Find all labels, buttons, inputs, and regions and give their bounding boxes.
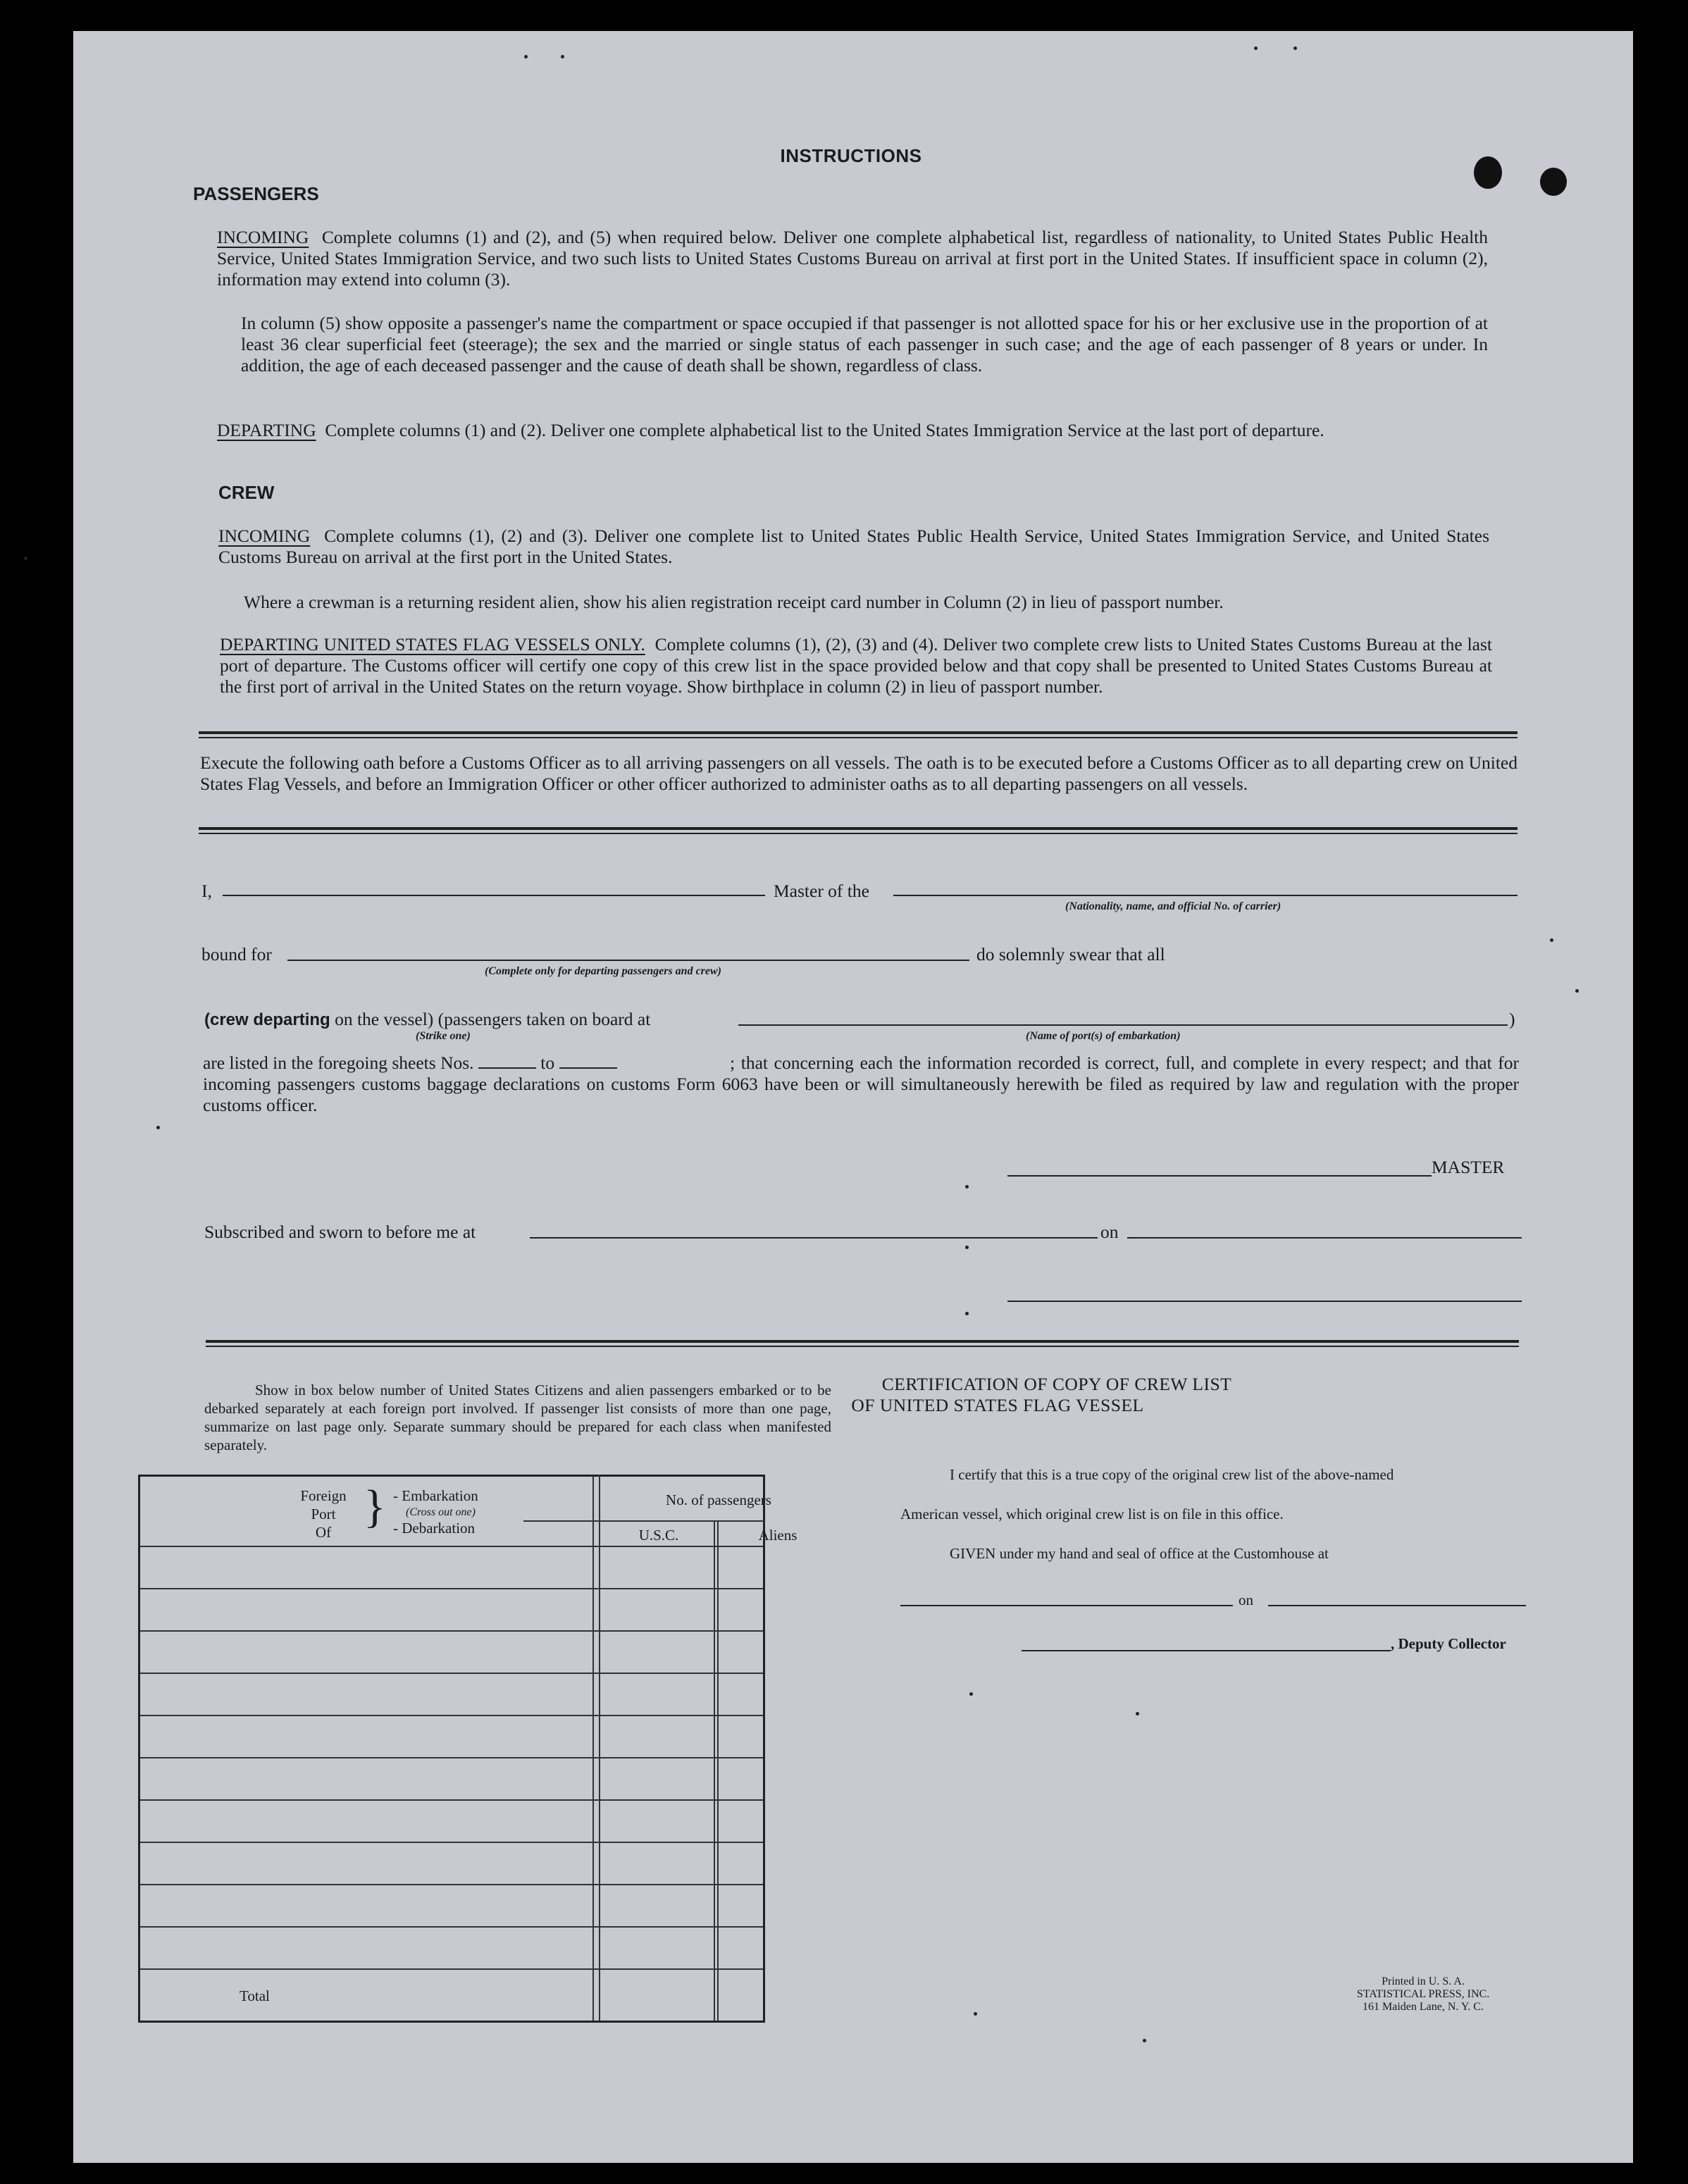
divider [206, 1340, 1519, 1347]
no-of-passengers-header: No. of passengers [666, 1491, 771, 1508]
table-row [140, 1926, 763, 1928]
bound-for-label: bound for [201, 944, 272, 964]
printer-imprint [1282, 1975, 1564, 2014]
given-line: GIVEN under my hand and seal of office at the Customhouse at [950, 1545, 1329, 1562]
passengers-incoming-label: INCOMING [217, 227, 309, 247]
crew-resident-text: Where a crewman is a returning resident alien, show his alien registration receipt card number in Column (2) in lieu of passport number. [244, 592, 1224, 612]
speck [1293, 46, 1297, 50]
passengers-column5-text: In column (5) show opposite a passenger's name the compartment or space occupied if that passenger is not allotted space for his or her exclusive use in the proportion of at least 36 clear superficial feet (steerage); the sex and the married or single status of each passenger in such case; and the age of each passenger of 8 years or under. In addition, the age of each deceased passenger and the cause of death shall be shown, regardless of class. [241, 313, 1488, 376]
aliens-header: Aliens [758, 1527, 798, 1544]
table-divider [717, 1522, 719, 2021]
passengers-heading: PASSENGERS [193, 183, 319, 204]
sworn-on-label: on [1100, 1222, 1119, 1242]
swear-text: do solemnly swear that all [976, 944, 1165, 964]
speck [156, 1126, 160, 1129]
sworn-place-field[interactable] [530, 1237, 1098, 1239]
printer-line-3: 161 Maiden Lane, N. Y. C. [1363, 2001, 1484, 2013]
speck [24, 557, 27, 560]
table-divider [714, 1520, 715, 2021]
crew-heading: CREW [218, 482, 275, 503]
port-label: Port [311, 1506, 336, 1522]
certification-date-field[interactable] [1268, 1605, 1526, 1606]
foreign-label: Foreign [300, 1487, 347, 1504]
table-row [140, 1799, 763, 1801]
passengers-incoming-text: Complete columns (1) and (2), and (5) when required below. Deliver one complete alphabetical list, regardless of nationality, to United States Public Health Service, United States Immigration Service, and two such lists to United States Customs Bureau on arrival at first port in the United States. If insufficient space in column (2), information may extend into column (3). [217, 227, 1488, 290]
crew-incoming-text: Complete columns (1), (2) and (3). Deliver one complete list to United States Public Health Service, United States Immigration Service, and United States Customs Bureau on arrival at the first port in the United States. [218, 526, 1489, 567]
passengers-taken-option[interactable]: (passengers taken on board at [437, 1009, 651, 1029]
subscribed-label: Subscribed and sworn to before me at [204, 1222, 476, 1242]
passengers-departing-text: Complete columns (1) and (2). Deliver one complete alphabetical list to the United States Immigration Service at the last port of departure. [325, 420, 1324, 440]
speck [969, 1692, 973, 1696]
strike-one-caption: (Strike one) [416, 1030, 471, 1042]
deputy-collector-label: , Deputy Collector [1391, 1635, 1506, 1652]
on-vessel-text: on the vessel) [335, 1009, 434, 1029]
master-of-the-label: Master of the [774, 881, 869, 901]
speck [1254, 46, 1258, 50]
speck [1575, 989, 1579, 993]
table-divider [523, 1520, 764, 1522]
divider [199, 827, 1518, 834]
master-signature-field[interactable] [1007, 1175, 1432, 1177]
table-row [140, 1842, 763, 1843]
table-divider [599, 1475, 600, 2021]
crew-departing-block [220, 634, 1492, 697]
passengers-departing-label: DEPARTING [217, 420, 316, 440]
table-row [140, 1884, 763, 1885]
speck [974, 2012, 977, 2016]
customhouse-field[interactable] [900, 1605, 1233, 1606]
oath-i-label: I, [201, 881, 212, 901]
foreign-port-of-header [285, 1487, 362, 1541]
divider [199, 731, 1518, 738]
printer-line-2: STATISTICAL PRESS, INC. [1356, 1988, 1490, 2000]
table-divider [592, 1477, 594, 2021]
cross-out-caption: (Cross out one) [406, 1506, 476, 1518]
crew-passengers-line [204, 1009, 650, 1031]
passengers-incoming-block [217, 227, 1488, 290]
speck [1143, 2039, 1146, 2042]
speck [524, 55, 528, 58]
embarkation-option[interactable]: - Embarkation [393, 1487, 478, 1504]
debarkation-option[interactable]: - Debarkation [393, 1520, 476, 1537]
embarkation-ports-field[interactable] [738, 1024, 1508, 1026]
table-row [140, 1757, 763, 1758]
table-row [140, 1588, 763, 1589]
sheets-paragraph [203, 1053, 1519, 1116]
crew-incoming-label: INCOMING [218, 526, 311, 546]
usc-header: U.S.C. [638, 1527, 679, 1544]
oath-instruction: Execute the following oath before a Customs Officer as to all arriving passengers on all vessels. The oath is to be executed before a Customs Officer as to all departing crew on United States Flag Vessels, and before an Immigration Officer or other officer authorized to administer oaths as to all departing passengers on all vessels. [200, 752, 1518, 794]
certify-line-2: American vessel, which original crew list is on file in this office. [900, 1506, 1284, 1522]
sworn-date-field[interactable] [1127, 1237, 1522, 1239]
carrier-field[interactable] [893, 895, 1518, 896]
total-label: Total [240, 1987, 270, 2004]
summary-instruction: Show in box below number of United States Citizens and alien passengers embarked or to be debarked separately at each foreign port involved. If passenger list consists of more than one page, summarize on last page only. Separate summary should be prepared for each class when manifested separately. [204, 1382, 831, 1453]
speck [1550, 938, 1553, 942]
crew-incoming-block [218, 526, 1489, 568]
page-title: INSTRUCTIONS [780, 145, 922, 166]
table-row [140, 1630, 763, 1632]
punch-hole-right [1540, 168, 1567, 196]
crew-departing-option[interactable]: (crew departing [204, 1010, 330, 1029]
deputy-collector-signature[interactable] [1022, 1650, 1391, 1651]
speck [965, 1312, 969, 1315]
table-row [140, 1673, 763, 1674]
speck [965, 1246, 969, 1249]
sheets-rest-text: ; that concerning each the information recorded is correct, full, and complete in every respect; and that for incoming passengers customs baggage declarations on customs Form 6063 have been or will simultaneously herewith be filed as required by law and regulation with the proper customs officer. [203, 1053, 1519, 1115]
brace: } [364, 1481, 386, 1532]
table-row [140, 1546, 763, 1547]
certify-line-1: I certify that this is a true copy of the original crew list of the above-named [950, 1466, 1394, 1483]
table-row [140, 1968, 763, 1970]
passengers-departing-block [217, 420, 1488, 441]
master-label: MASTER [1432, 1157, 1505, 1177]
officer-signature-field[interactable] [1007, 1301, 1522, 1302]
certification-heading-1: CERTIFICATION OF COPY OF CREW LIST [881, 1374, 1232, 1394]
speck [965, 1185, 969, 1189]
certification-on-label: on [1239, 1592, 1253, 1608]
crew-departing-text: Complete columns (1), (2), (3) and (4). Deliver two complete crew lists to United States Customs Bureau at the last port of departure. The Customs officer will certify one copy of this crew list in the space provided below and that copy shall be presented to United States Customs Bureau at the first port of arrival in the United States on the return voyage. Show birthplace in column (2) in lieu of passport number. [220, 634, 1493, 697]
bound-for-field[interactable] [287, 960, 969, 961]
speck [561, 55, 564, 58]
certification-heading-2: OF UNITED STATES FLAG VESSEL [851, 1395, 1144, 1415]
bound-caption: (Complete only for departing passengers and crew) [485, 965, 721, 977]
carrier-caption: (Nationality, name, and official No. of carrier) [1065, 900, 1281, 912]
speck [1136, 1712, 1139, 1715]
master-name-field[interactable] [223, 895, 765, 896]
sheets-to-text: to [540, 1053, 555, 1073]
embarkation-caption: (Name of port(s) of embarkation) [1026, 1030, 1181, 1042]
crew-departing-label: DEPARTING UNITED STATES FLAG VESSELS ONLY. [220, 634, 645, 654]
printer-line-1: Printed in U. S. A. [1382, 1975, 1465, 1987]
table-row [140, 1715, 763, 1716]
close-paren: ) [1509, 1009, 1515, 1029]
of-label: Of [315, 1524, 332, 1541]
sheets-text: are listed in the foregoing sheets Nos. [203, 1053, 474, 1073]
passenger-summary-table [138, 1475, 765, 2023]
